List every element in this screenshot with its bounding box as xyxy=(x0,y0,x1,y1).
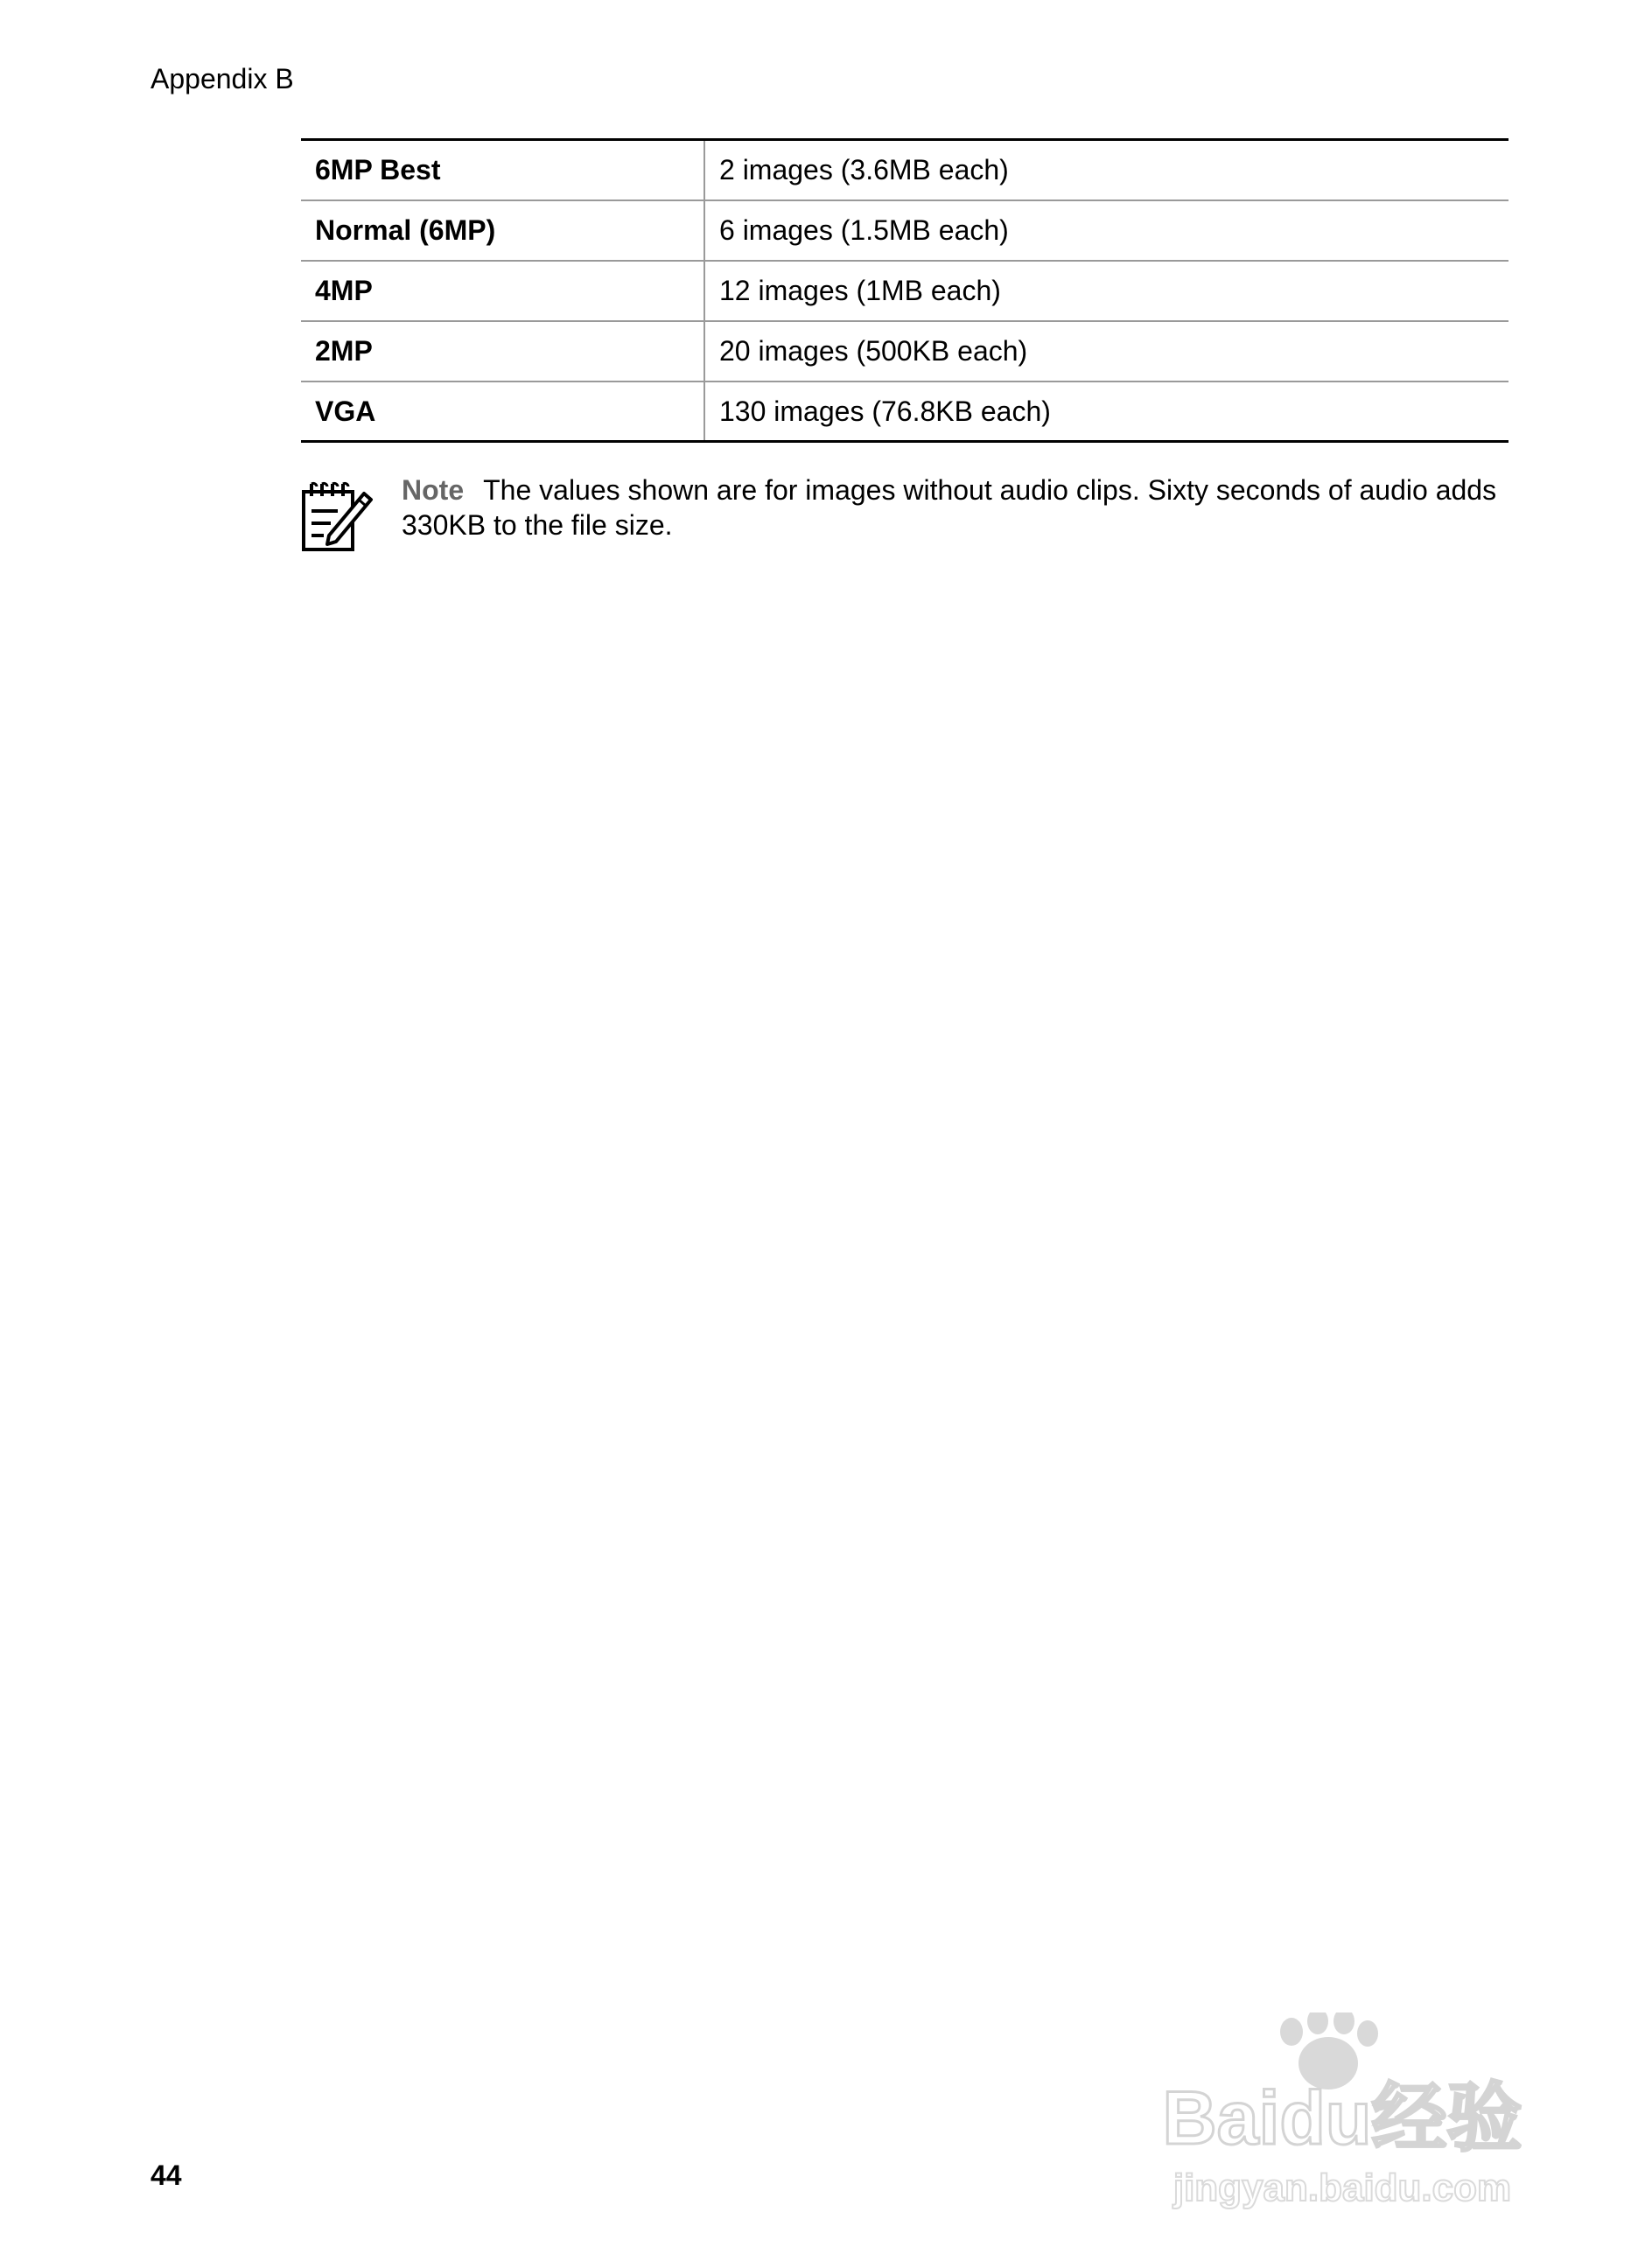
quality-mode-cell: VGA xyxy=(301,382,704,442)
table-row xyxy=(301,321,1508,382)
image-capacity-table xyxy=(301,138,1508,443)
note-label: Note xyxy=(402,474,465,506)
table-row xyxy=(301,382,1508,442)
table-row xyxy=(301,200,1508,261)
quality-mode-cell: 6MP Best xyxy=(301,140,704,200)
capacity-cell: 2 images (3.6MB each) xyxy=(704,140,1508,200)
quality-mode-cell: 4MP xyxy=(301,261,704,321)
table-row xyxy=(301,140,1508,200)
capacity-cell: 130 images (76.8KB each) xyxy=(704,382,1508,442)
page-number: 44 xyxy=(150,2160,182,2191)
note-text xyxy=(402,472,1508,542)
capacity-cell: 6 images (1.5MB each) xyxy=(704,200,1508,261)
quality-mode-cell: 2MP xyxy=(301,321,704,382)
baidu-jingyan-watermark xyxy=(1155,2012,1540,2214)
watermark-brand: Baidu经验 xyxy=(1162,2076,1522,2160)
capacity-cell: 12 images (1MB each) xyxy=(704,261,1508,321)
table-row xyxy=(301,261,1508,321)
running-header: Appendix B xyxy=(150,63,294,94)
watermark-url: jingyan.baidu.com xyxy=(1172,2166,1512,2209)
capacity-cell: 20 images (500KB each) xyxy=(704,321,1508,382)
quality-mode-cell: Normal (6MP) xyxy=(301,200,704,261)
note-body: The values shown are for images without audio clips. Sixty seconds of audio adds 330KB to the file size. xyxy=(402,474,1497,541)
notepad-pencil-icon xyxy=(301,481,374,555)
